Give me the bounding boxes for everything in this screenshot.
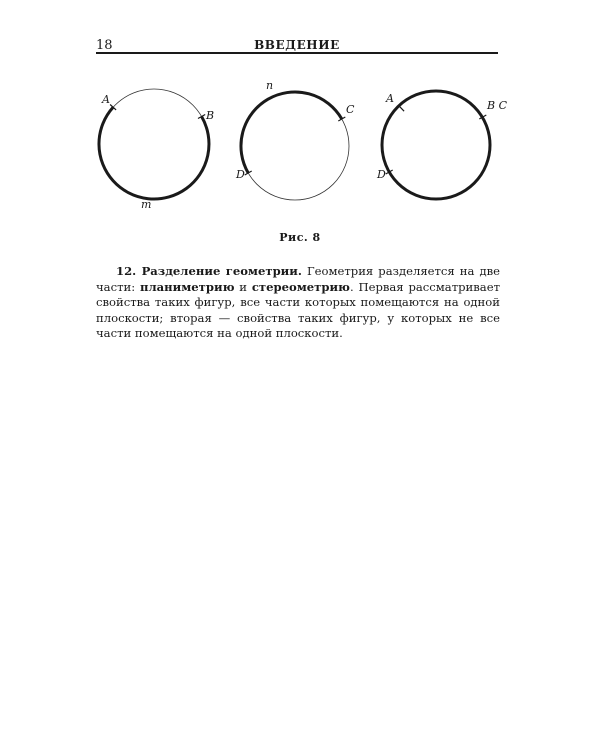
section-heading: 12. Разделение геометрии. (116, 264, 302, 278)
diagram-3 (376, 91, 508, 199)
diagram-3-label-a: A (386, 92, 394, 105)
diagram-2 (235, 79, 355, 200)
section-text-3: . Первая рассматривает свойства таких фигур, все части которых помещаются на одной плоскости; вторая — свойства таких фигур, у которых не все части помещаются на одной плоскости. (96, 279, 500, 340)
figure-8 (0, 60, 600, 230)
diagram-3-label-bc: B C (487, 99, 507, 112)
figure-caption: Рис. 8 (279, 231, 321, 244)
diagram-3-tick-a (399, 106, 404, 111)
section-12-paragraph (96, 264, 500, 342)
figure-8-diagrams (0, 60, 600, 230)
diagram-1-arc-amb (99, 107, 209, 199)
page-number: 18 (96, 38, 113, 53)
diagram-2-label-n: n (266, 79, 274, 92)
diagram-2-arc-dnc (241, 92, 342, 173)
section-text-2: и (234, 279, 252, 294)
header-rule (96, 52, 498, 54)
term-stereometry: стереометрию (251, 279, 350, 294)
diagram-2-label-c: C (346, 103, 355, 116)
diagram-3-circle (382, 91, 490, 199)
diagram-1-label-a: A (102, 93, 110, 106)
diagram-2-label-d: D (236, 168, 245, 181)
diagram-1 (99, 89, 214, 211)
diagram-1-label-m: m (141, 198, 152, 211)
running-title: ВВЕДЕНИЕ (254, 38, 340, 52)
term-planimetry: планиметрию (139, 279, 235, 294)
diagram-3-label-d: D (377, 168, 386, 181)
section-text-1: Геометрия разделяется на две части: (96, 264, 500, 294)
diagram-1-label-b: B (206, 109, 215, 122)
